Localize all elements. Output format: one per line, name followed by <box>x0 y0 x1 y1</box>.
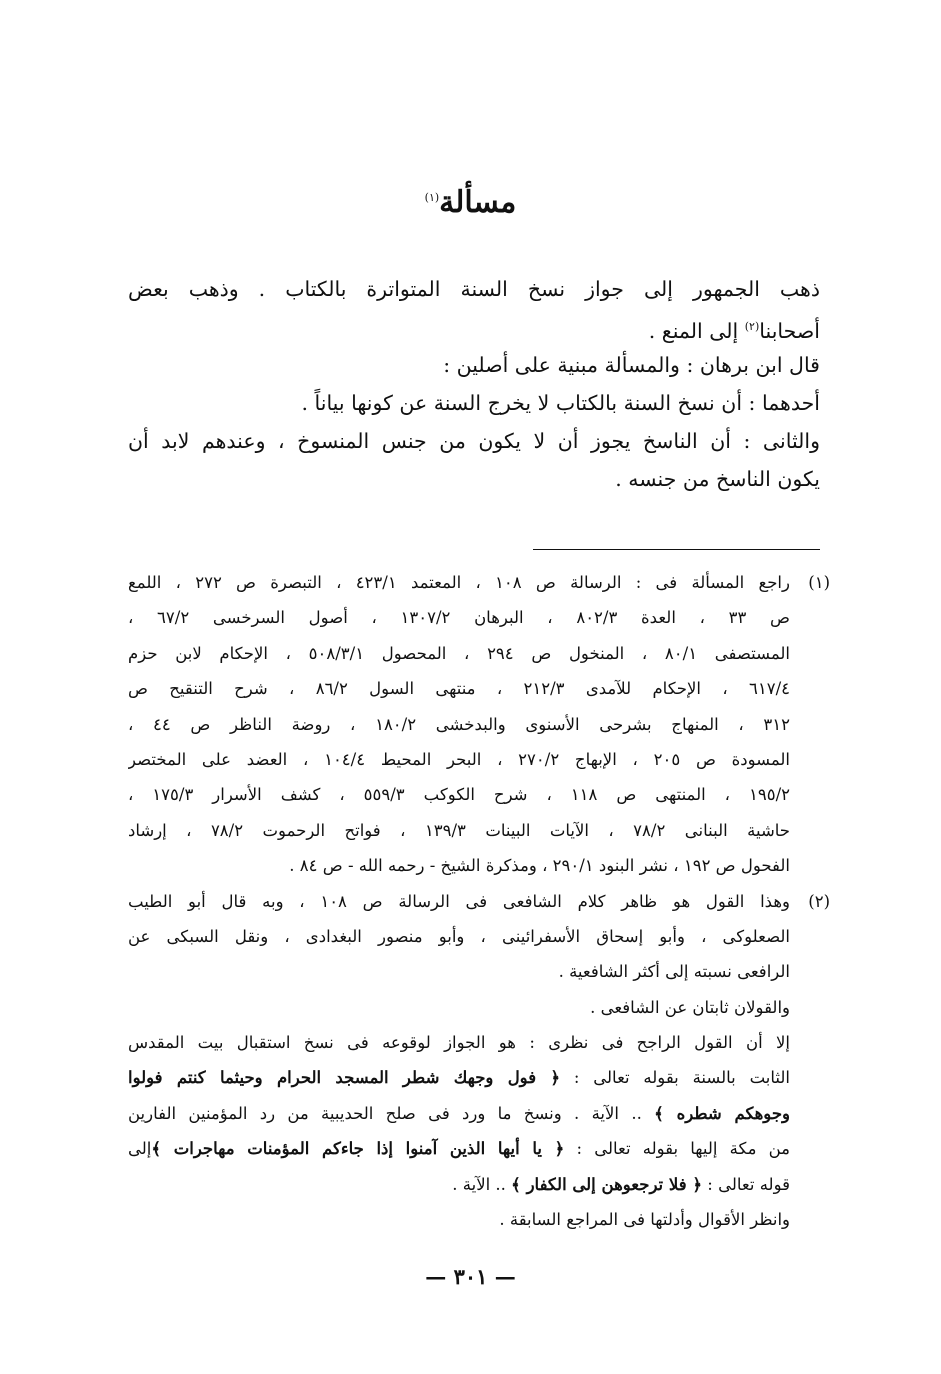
footnote-text: قوله تعالى : <box>702 1174 790 1194</box>
footnote-line: وانظر الأقوال وأدلتها فى المراجع السابقة . <box>499 1210 790 1230</box>
body-line: قال ابن برهان : والمسألة مبنية على أصلين : <box>443 353 820 377</box>
quran-quote: ﴿ فول وجهك شطر المسجد الحرام وحيثما كنتم فولوا <box>128 1068 561 1088</box>
section-title <box>0 178 941 223</box>
body-line: أحدهما : أن نسخ السنة بالكتاب لا يخرج السنة عن كونها بياناً . <box>301 391 820 415</box>
body-text: إلى المنع . <box>648 318 745 343</box>
main-text <box>128 270 820 498</box>
footnote-line <box>128 1096 790 1131</box>
footnote-line: ١٩٥/٢ ، المنتهى ص ١١٨ ، شرح الكوكب ٥٥٩/٣ ، كشف الأسرار ١٧٥/٣ ، <box>128 785 790 805</box>
body-line: والثانى : أن الناسخ يجوز أن لا يكون من جنس المنسوخ ، وعندهم لابد أن <box>128 429 820 453</box>
footnote-line: ٣١٢ ، المنهاج بشرحى الأسنوى والبدخشى ١٨٠/٢ ، روضة الناظر ص ٤٤ ، <box>128 714 790 734</box>
footnote-text: .. الآية . ونسخ ما ورد فى صلح الحديبية من رد المؤمنين الفارين <box>128 1103 655 1123</box>
body-line: ذهب الجمهور إلى جواز نسخ السنة المتواترة بالكتاب . وذهب بعض <box>128 277 820 301</box>
footnote-line <box>128 1167 790 1202</box>
footnote-text: الثابت بالسنة بقوله تعالى : <box>560 1068 790 1088</box>
title-footnote-ref: (١) <box>424 191 440 204</box>
footnote-line: ٦١٧/٤ ، الإحكام للآمدى ٢١٢/٣ ، منتهى السول ٨٦/٢ ، شرح التنقيح ص <box>128 679 790 699</box>
footnotes <box>128 565 830 1237</box>
body-line: يكون الناسخ من جنسه . <box>615 467 820 491</box>
footnote-line: الفحول ص ١٩٢ ، نشر البنود ٢٩٠/١ ، ومذكرة الشيخ - رحمه الله - ص ٨٤ . <box>289 856 790 876</box>
footnote-divider <box>533 549 820 550</box>
footnote-line: المسودة ص ٢٠٥ ، الإبهاج ٢٧٠/٢ ، البحر المحيط ١٠٤/٤ ، العضد على المختصر <box>128 749 790 769</box>
footnote-line: الصعلوكى ، وأبو إسحاق الأسفرائينى ، وأبو منصور البغدادى ، ونقل السبكى عن <box>128 926 790 946</box>
footnote-line: إلا أن القول الراجح فى نظرى : هو الجواز لوقوعه فى نسخ استقبال بيت المقدس <box>128 1033 790 1053</box>
quran-quote: ﴿ يا أيها الذين آمنوا إذا جاءكم المؤمنات مهاجرات ﴾ <box>151 1139 565 1159</box>
footnote-line: وهذا القول هو ظاهر كلام الشافعى فى الرسالة ص ١٠٨ ، وبه قال أبو الطيب <box>128 891 790 911</box>
footnote-text: من مكة إليها بقوله تعالى : <box>564 1139 790 1159</box>
footnote-ref: (٢) <box>744 320 760 333</box>
footnote-line: والقولان ثابتان عن الشافعى . <box>590 997 790 1017</box>
footnote-number: (٢) <box>808 891 830 911</box>
title-text: مسألة <box>439 185 517 220</box>
quran-quote: ﴿ فلا ترجعوهن إلى الكفار ﴾ <box>511 1174 703 1194</box>
footnote-line: ص ٣٣ ، العدة ٨٠٢/٣ ، البرهان ١٣٠٧/٢ ، أصول السرخسى ٦٧/٢ ، <box>128 608 790 628</box>
footnote-text: .. الآية . <box>452 1174 512 1194</box>
footnote-line <box>128 1060 790 1095</box>
footnote-line: الرافعى نسبته إلى أكثر الشافعية . <box>558 962 790 982</box>
body-line <box>128 308 820 346</box>
footnote-line: راجع المسألة فى : الرسالة ص ١٠٨ ، المعتمد ٤٢٣/١ ، التبصرة ص ٢٧٢ ، اللمع <box>128 573 790 592</box>
body-text: أصحابنا <box>759 318 820 343</box>
footnote-text: إلى <box>128 1139 152 1159</box>
footnote-line: المستصفى ٨٠/١ ، المنخول ص ٢٩٤ ، المحصول ٥٠٨/٣/١ ، الإحكام لابن حزم <box>128 643 790 663</box>
footnote-number: (١) <box>808 573 830 592</box>
footnote-2 <box>128 884 830 1238</box>
footnote-line: حاشية البنانى ٧٨/٢ ، الآيات البينات ١٣٩/٣ ، فواتح الرحموت ٧٨/٢ ، إرشاد <box>128 820 790 840</box>
quran-quote: وجوهكم شطره ﴾ <box>654 1103 790 1123</box>
footnote-line <box>128 1131 790 1166</box>
page-number: — ٣٠١ — <box>425 1264 516 1289</box>
footnote-1 <box>128 565 830 884</box>
